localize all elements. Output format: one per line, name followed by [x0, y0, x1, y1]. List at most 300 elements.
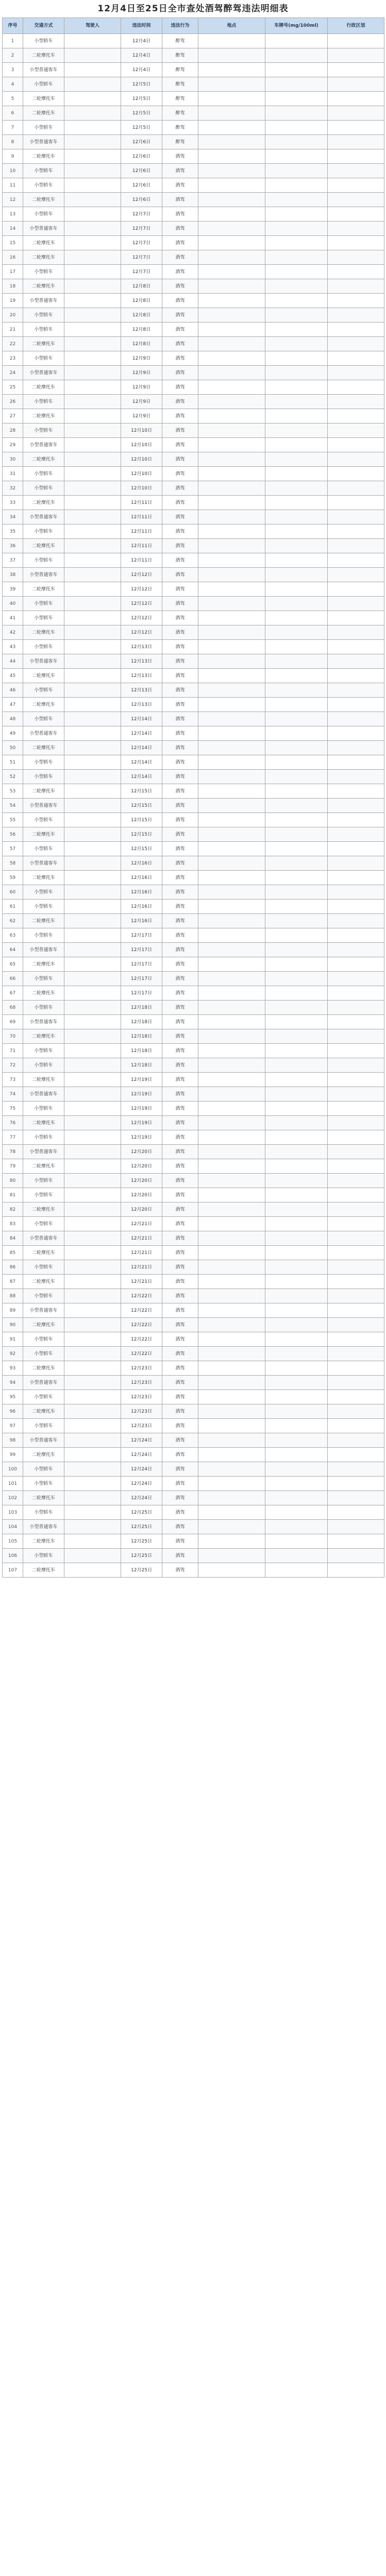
location-cell [198, 452, 265, 467]
row-number-cell: 52 [3, 770, 23, 784]
row-number-cell: 23 [3, 351, 23, 366]
vehicle-type-cell: 二轮摩托车 [23, 1318, 64, 1332]
vehicle-type-cell: 二轮摩托车 [23, 48, 64, 63]
table-row [3, 337, 384, 351]
location-cell [198, 1303, 265, 1318]
table-row [3, 943, 384, 957]
page-title: 12月4日至25日全市查处酒驾醉驾违法明细表 [97, 4, 289, 14]
district-cell [328, 423, 384, 438]
district-cell [328, 1549, 384, 1563]
table-row [3, 885, 384, 900]
vehicle-type-cell: 二轮摩托车 [23, 279, 64, 294]
violation-date-cell: 12月7日 [121, 222, 162, 236]
plate-number-cell [265, 755, 328, 770]
driver-name-cell [64, 1505, 121, 1520]
plate-number-cell [265, 943, 328, 957]
violation-date-cell: 12月12日 [121, 568, 162, 582]
district-cell [328, 928, 384, 943]
violation-type-cell: 酒驾 [162, 856, 198, 871]
row-number-cell: 105 [3, 1534, 23, 1549]
violation-type-cell: 醉驾 [162, 34, 198, 48]
table-row [3, 452, 384, 467]
vehicle-type-cell: 小型轿车 [23, 1217, 64, 1231]
row-number-cell: 71 [3, 1044, 23, 1058]
violation-type-cell: 酒驾 [162, 1462, 198, 1477]
driver-name-cell [64, 1462, 121, 1477]
vehicle-type-cell: 小型普通客车 [23, 654, 64, 669]
row-number-cell: 13 [3, 207, 23, 222]
location-cell [198, 755, 265, 770]
vehicle-type-cell: 小型轿车 [23, 611, 64, 625]
vehicle-type-cell: 二轮摩托车 [23, 582, 64, 597]
plate-number-cell [265, 1462, 328, 1477]
vehicle-type-cell: 小型普通客车 [23, 1376, 64, 1390]
vehicle-type-cell: 二轮摩托车 [23, 250, 64, 265]
violation-date-cell: 12月13日 [121, 698, 162, 712]
vehicle-type-cell: 小型普通客车 [23, 943, 64, 957]
driver-name-cell [64, 178, 121, 193]
row-number-cell: 63 [3, 928, 23, 943]
violation-date-cell: 12月11日 [121, 496, 162, 510]
violation-type-cell: 酒驾 [162, 380, 198, 395]
district-cell [328, 625, 384, 640]
plate-number-cell [265, 611, 328, 625]
row-number-cell: 2 [3, 48, 23, 63]
plate-number-cell [265, 77, 328, 92]
location-cell [198, 1347, 265, 1361]
violation-type-cell: 酒驾 [162, 1318, 198, 1332]
location-cell [198, 553, 265, 568]
plate-number-cell [265, 1001, 328, 1015]
driver-name-cell [64, 683, 121, 698]
table-row [3, 1433, 384, 1448]
violation-type-cell: 酒驾 [162, 467, 198, 481]
district-cell [328, 1101, 384, 1116]
row-number-cell: 19 [3, 294, 23, 308]
violation-type-cell: 酒驾 [162, 726, 198, 741]
driver-name-cell [64, 1404, 121, 1419]
district-cell [328, 640, 384, 654]
plate-number-cell [265, 149, 328, 164]
district-cell [328, 265, 384, 279]
violation-date-cell: 12月21日 [121, 1246, 162, 1260]
table-row [3, 1404, 384, 1419]
table-row [3, 1217, 384, 1231]
location-cell [198, 1549, 265, 1563]
violation-type-cell: 酒驾 [162, 943, 198, 957]
plate-number-cell [265, 885, 328, 900]
header-cell: 交通方式 [23, 18, 64, 34]
table-row [3, 957, 384, 972]
table-row [3, 900, 384, 914]
violation-date-cell: 12月6日 [121, 149, 162, 164]
table-row [3, 1001, 384, 1015]
violation-date-cell: 12月9日 [121, 366, 162, 380]
violation-type-cell: 酒驾 [162, 1433, 198, 1448]
driver-name-cell [64, 1260, 121, 1275]
plate-number-cell [265, 1087, 328, 1101]
row-number-cell: 31 [3, 467, 23, 481]
plate-number-cell [265, 294, 328, 308]
district-cell [328, 597, 384, 611]
violation-type-cell: 酒驾 [162, 799, 198, 813]
violation-date-cell: 12月6日 [121, 164, 162, 178]
vehicle-type-cell: 二轮摩托车 [23, 1029, 64, 1044]
district-cell [328, 1332, 384, 1347]
violation-type-cell: 酒驾 [162, 323, 198, 337]
vehicle-type-cell: 小型轿车 [23, 813, 64, 827]
row-number-cell: 37 [3, 553, 23, 568]
location-cell [198, 193, 265, 207]
location-cell [198, 106, 265, 121]
driver-name-cell [64, 135, 121, 149]
table-row [3, 1087, 384, 1101]
driver-name-cell [64, 1159, 121, 1174]
driver-name-cell [64, 1246, 121, 1260]
row-number-cell: 82 [3, 1202, 23, 1217]
vehicle-type-cell: 小型普通客车 [23, 726, 64, 741]
district-cell [328, 1477, 384, 1491]
row-number-cell: 57 [3, 842, 23, 856]
violation-date-cell: 12月22日 [121, 1289, 162, 1303]
location-cell [198, 1318, 265, 1332]
row-number-cell: 104 [3, 1520, 23, 1534]
district-cell [328, 568, 384, 582]
violation-date-cell: 12月24日 [121, 1433, 162, 1448]
violation-type-cell: 酒驾 [162, 1534, 198, 1549]
location-cell [198, 986, 265, 1001]
row-number-cell: 38 [3, 568, 23, 582]
violation-type-cell: 酒驾 [162, 827, 198, 842]
vehicle-type-cell: 小型普通客车 [23, 856, 64, 871]
vehicle-type-cell: 二轮摩托车 [23, 986, 64, 1001]
district-cell [328, 250, 384, 265]
location-cell [198, 726, 265, 741]
violation-type-cell: 酒驾 [162, 597, 198, 611]
violation-type-cell: 酒驾 [162, 698, 198, 712]
district-cell [328, 1116, 384, 1130]
driver-name-cell [64, 1087, 121, 1101]
plate-number-cell [265, 1101, 328, 1116]
violation-type-cell: 酒驾 [162, 539, 198, 553]
location-cell [198, 741, 265, 755]
row-number-cell: 46 [3, 683, 23, 698]
district-cell [328, 726, 384, 741]
table-row [3, 568, 384, 582]
plate-number-cell [265, 582, 328, 597]
vehicle-type-cell: 二轮摩托车 [23, 1246, 64, 1260]
row-number-cell: 67 [3, 986, 23, 1001]
violation-date-cell: 12月25日 [121, 1549, 162, 1563]
district-cell [328, 1231, 384, 1246]
driver-name-cell [64, 395, 121, 409]
violation-type-cell: 酒驾 [162, 1332, 198, 1347]
row-number-cell: 95 [3, 1390, 23, 1404]
district-cell [328, 193, 384, 207]
plate-number-cell [265, 135, 328, 149]
district-cell [328, 1390, 384, 1404]
header-cell: 违法行为 [162, 18, 198, 34]
district-cell [328, 121, 384, 135]
violation-type-cell: 酒驾 [162, 625, 198, 640]
row-number-cell: 36 [3, 539, 23, 553]
table-row [3, 164, 384, 178]
row-number-cell: 40 [3, 597, 23, 611]
district-cell [328, 1073, 384, 1087]
vehicle-type-cell: 小型轿车 [23, 308, 64, 323]
table-row [3, 380, 384, 395]
violation-type-cell: 酒驾 [162, 236, 198, 250]
row-number-cell: 107 [3, 1563, 23, 1578]
district-cell [328, 1202, 384, 1217]
plate-number-cell [265, 323, 328, 337]
plate-number-cell [265, 1448, 328, 1462]
row-number-cell: 27 [3, 409, 23, 423]
violation-date-cell: 12月13日 [121, 669, 162, 683]
district-cell [328, 943, 384, 957]
vehicle-type-cell: 二轮摩托车 [23, 698, 64, 712]
violation-date-cell: 12月24日 [121, 1477, 162, 1491]
location-cell [198, 77, 265, 92]
driver-name-cell [64, 1549, 121, 1563]
vehicle-type-cell: 二轮摩托车 [23, 827, 64, 842]
driver-name-cell [64, 1520, 121, 1534]
row-number-cell: 22 [3, 337, 23, 351]
district-cell [328, 683, 384, 698]
location-cell [198, 337, 265, 351]
violation-type-cell: 酒驾 [162, 481, 198, 496]
violation-date-cell: 12月5日 [121, 92, 162, 106]
row-number-cell: 51 [3, 755, 23, 770]
violation-date-cell: 12月24日 [121, 1462, 162, 1477]
violation-type-cell: 醉驾 [162, 121, 198, 135]
location-cell [198, 1477, 265, 1491]
row-number-cell: 15 [3, 236, 23, 250]
vehicle-type-cell: 小型轿车 [23, 1347, 64, 1361]
district-cell [328, 712, 384, 726]
vehicle-type-cell: 小型普通客车 [23, 510, 64, 524]
location-cell [198, 1044, 265, 1058]
vehicle-type-cell: 二轮摩托车 [23, 784, 64, 799]
table-row [3, 1015, 384, 1029]
driver-name-cell [64, 741, 121, 755]
driver-name-cell [64, 914, 121, 928]
table-row [3, 1491, 384, 1505]
row-number-cell: 29 [3, 438, 23, 452]
table-row [3, 640, 384, 654]
row-number-cell: 85 [3, 1246, 23, 1260]
violation-date-cell: 12月7日 [121, 250, 162, 265]
violation-date-cell: 12月10日 [121, 481, 162, 496]
plate-number-cell [265, 1116, 328, 1130]
violation-date-cell: 12月22日 [121, 1303, 162, 1318]
violation-date-cell: 12月15日 [121, 813, 162, 827]
violation-type-cell: 酒驾 [162, 712, 198, 726]
vehicle-type-cell: 小型轿车 [23, 121, 64, 135]
row-number-cell: 53 [3, 784, 23, 799]
violation-type-cell: 酒驾 [162, 207, 198, 222]
table-row [3, 63, 384, 77]
violation-type-cell: 酒驾 [162, 986, 198, 1001]
plate-number-cell [265, 121, 328, 135]
location-cell [198, 207, 265, 222]
vehicle-type-cell: 小型普通客车 [23, 366, 64, 380]
row-number-cell: 103 [3, 1505, 23, 1520]
plate-number-cell [265, 1376, 328, 1390]
row-number-cell: 35 [3, 524, 23, 539]
row-number-cell: 55 [3, 813, 23, 827]
row-number-cell: 78 [3, 1145, 23, 1159]
violation-date-cell: 12月13日 [121, 683, 162, 698]
violation-type-cell: 酒驾 [162, 337, 198, 351]
district-cell [328, 279, 384, 294]
location-cell [198, 1116, 265, 1130]
driver-name-cell [64, 1231, 121, 1246]
plate-number-cell [265, 1217, 328, 1231]
district-cell [328, 1246, 384, 1260]
driver-name-cell [64, 294, 121, 308]
violation-type-cell: 酒驾 [162, 813, 198, 827]
location-cell [198, 813, 265, 827]
violation-type-cell: 酒驾 [162, 1520, 198, 1534]
violation-date-cell: 12月16日 [121, 885, 162, 900]
location-cell [198, 568, 265, 582]
plate-number-cell [265, 409, 328, 423]
location-cell [198, 1087, 265, 1101]
driver-name-cell [64, 1058, 121, 1073]
violation-type-cell: 酒驾 [162, 957, 198, 972]
violation-type-cell: 醉驾 [162, 135, 198, 149]
table-row [3, 683, 384, 698]
driver-name-cell [64, 308, 121, 323]
district-cell [328, 885, 384, 900]
location-cell [198, 48, 265, 63]
violation-date-cell: 12月12日 [121, 582, 162, 597]
row-number-cell: 88 [3, 1289, 23, 1303]
driver-name-cell [64, 481, 121, 496]
row-number-cell: 11 [3, 178, 23, 193]
location-cell [198, 1448, 265, 1462]
table-row [3, 1549, 384, 1563]
driver-name-cell [64, 539, 121, 553]
driver-name-cell [64, 1563, 121, 1578]
district-cell [328, 149, 384, 164]
header-cell: 地点 [198, 18, 265, 34]
violation-type-cell: 酒驾 [162, 1448, 198, 1462]
driver-name-cell [64, 1174, 121, 1188]
location-cell [198, 250, 265, 265]
plate-number-cell [265, 712, 328, 726]
violation-date-cell: 12月18日 [121, 1058, 162, 1073]
driver-name-cell [64, 1217, 121, 1231]
violation-date-cell: 12月20日 [121, 1174, 162, 1188]
plate-number-cell [265, 640, 328, 654]
district-cell [328, 164, 384, 178]
row-number-cell: 79 [3, 1159, 23, 1174]
violation-type-cell: 酒驾 [162, 1563, 198, 1578]
vehicle-type-cell: 二轮摩托车 [23, 741, 64, 755]
plate-number-cell [265, 1303, 328, 1318]
district-cell [328, 1289, 384, 1303]
violation-type-cell: 酒驾 [162, 1130, 198, 1145]
district-cell [328, 236, 384, 250]
plate-number-cell [265, 1246, 328, 1260]
plate-number-cell [265, 900, 328, 914]
vehicle-type-cell: 小型轿车 [23, 597, 64, 611]
violation-date-cell: 12月17日 [121, 986, 162, 1001]
table-row [3, 611, 384, 625]
table-row [3, 1376, 384, 1390]
table-row [3, 423, 384, 438]
district-cell [328, 481, 384, 496]
table-row [3, 207, 384, 222]
district-cell [328, 799, 384, 813]
violation-date-cell: 12月12日 [121, 611, 162, 625]
table-row [3, 178, 384, 193]
violation-date-cell: 12月10日 [121, 438, 162, 452]
row-number-cell: 87 [3, 1275, 23, 1289]
location-cell [198, 1130, 265, 1145]
violation-date-cell: 12月11日 [121, 510, 162, 524]
district-cell [328, 63, 384, 77]
plate-number-cell [265, 957, 328, 972]
vehicle-type-cell: 小型普通客车 [23, 568, 64, 582]
violation-type-cell: 酒驾 [162, 351, 198, 366]
driver-name-cell [64, 799, 121, 813]
table-row [3, 279, 384, 294]
violation-date-cell: 12月11日 [121, 553, 162, 568]
plate-number-cell [265, 48, 328, 63]
violation-type-cell: 酒驾 [162, 654, 198, 669]
vehicle-type-cell: 小型轿车 [23, 900, 64, 914]
vehicle-type-cell: 二轮摩托车 [23, 496, 64, 510]
plate-number-cell [265, 1505, 328, 1520]
violation-type-cell: 酒驾 [162, 193, 198, 207]
vehicle-type-cell: 二轮摩托车 [23, 409, 64, 423]
driver-name-cell [64, 885, 121, 900]
vehicle-type-cell: 二轮摩托车 [23, 1275, 64, 1289]
district-cell [328, 1433, 384, 1448]
table-row [3, 553, 384, 568]
driver-name-cell [64, 1448, 121, 1462]
driver-name-cell [64, 597, 121, 611]
location-cell [198, 928, 265, 943]
driver-name-cell [64, 467, 121, 481]
district-cell [328, 1015, 384, 1029]
district-cell [328, 34, 384, 48]
row-number-cell: 48 [3, 712, 23, 726]
table-row [3, 654, 384, 669]
violation-date-cell: 12月10日 [121, 452, 162, 467]
vehicle-type-cell: 二轮摩托车 [23, 669, 64, 683]
driver-name-cell [64, 207, 121, 222]
row-number-cell: 49 [3, 726, 23, 741]
vehicle-type-cell: 小型轿车 [23, 1419, 64, 1433]
violation-date-cell: 12月19日 [121, 1073, 162, 1087]
violation-date-cell: 12月8日 [121, 337, 162, 351]
vehicle-type-cell: 二轮摩托车 [23, 1448, 64, 1462]
vehicle-type-cell: 二轮摩托车 [23, 1563, 64, 1578]
location-cell [198, 366, 265, 380]
row-number-cell: 97 [3, 1419, 23, 1433]
location-cell [198, 380, 265, 395]
row-number-cell: 45 [3, 669, 23, 683]
violation-date-cell: 12月15日 [121, 784, 162, 799]
row-number-cell: 6 [3, 106, 23, 121]
driver-name-cell [64, 972, 121, 986]
violation-date-cell: 12月20日 [121, 1145, 162, 1159]
violation-type-cell: 醉驾 [162, 48, 198, 63]
